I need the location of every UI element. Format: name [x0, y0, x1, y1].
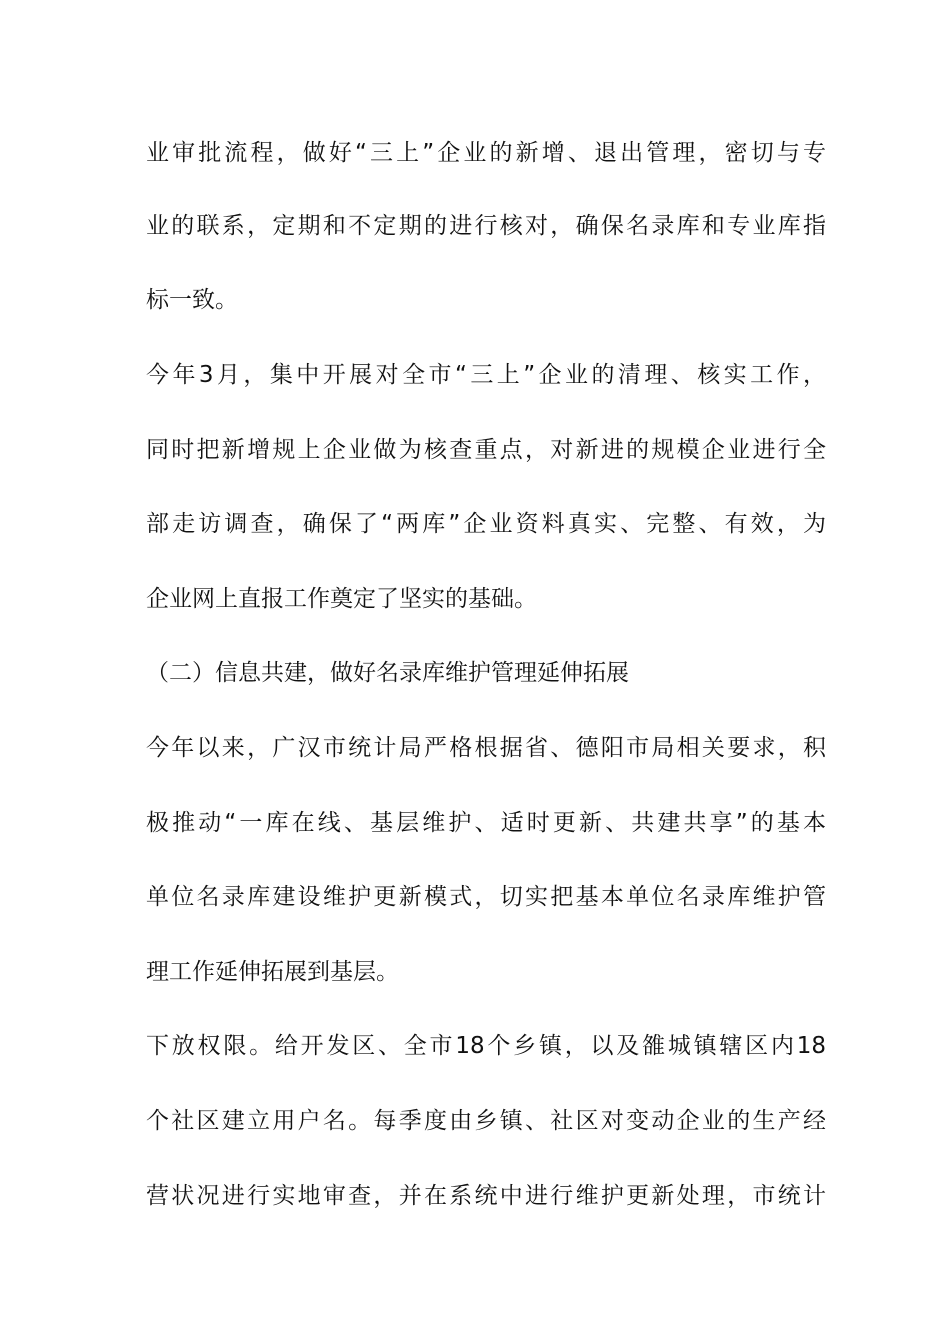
paragraph-line: 下放权限。给开发区、全市18个乡镇，以及雒城镇辖区内18: [146, 1033, 826, 1059]
paragraph-line: 业的联系，定期和不定期的进行核对，确保名录库和专业库指: [146, 213, 826, 239]
paragraph-line: 营状况进行实地审查，并在系统中进行维护更新处理，市统计: [146, 1183, 826, 1209]
paragraph-line: 今年以来，广汉市统计局严格根据省、德阳市局相关要求，积: [146, 735, 826, 761]
paragraph-line: 单位名录库建设维护更新模式，切实把基本单位名录库维护管: [146, 884, 826, 910]
paragraph-line: 业审批流程，做好“三上”企业的新增、退出管理，密切与专: [146, 140, 826, 166]
paragraph-line: 企业网上直报工作奠定了坚实的基础。: [146, 586, 537, 612]
paragraph-line: 标一致。: [146, 287, 238, 313]
paragraph-line: 部走访调查，确保了“两库”企业资料真实、完整、有效，为: [146, 511, 826, 537]
paragraph-line: 今年3月，集中开展对全市“三上”企业的清理、核实工作，: [146, 362, 826, 388]
paragraph-line: 个社区建立用户名。每季度由乡镇、社区对变动企业的生产经: [146, 1108, 826, 1134]
paragraph-line: 理工作延伸拓展到基层。: [146, 959, 399, 985]
section-heading: （二）信息共建，做好名录库维护管理延伸拓展: [146, 660, 629, 686]
paragraph-line: 同时把新增规上企业做为核查重点，对新进的规模企业进行全: [146, 437, 826, 463]
paragraph-line: 极推动“一库在线、基层维护、适时更新、共建共享”的基本: [146, 810, 826, 836]
